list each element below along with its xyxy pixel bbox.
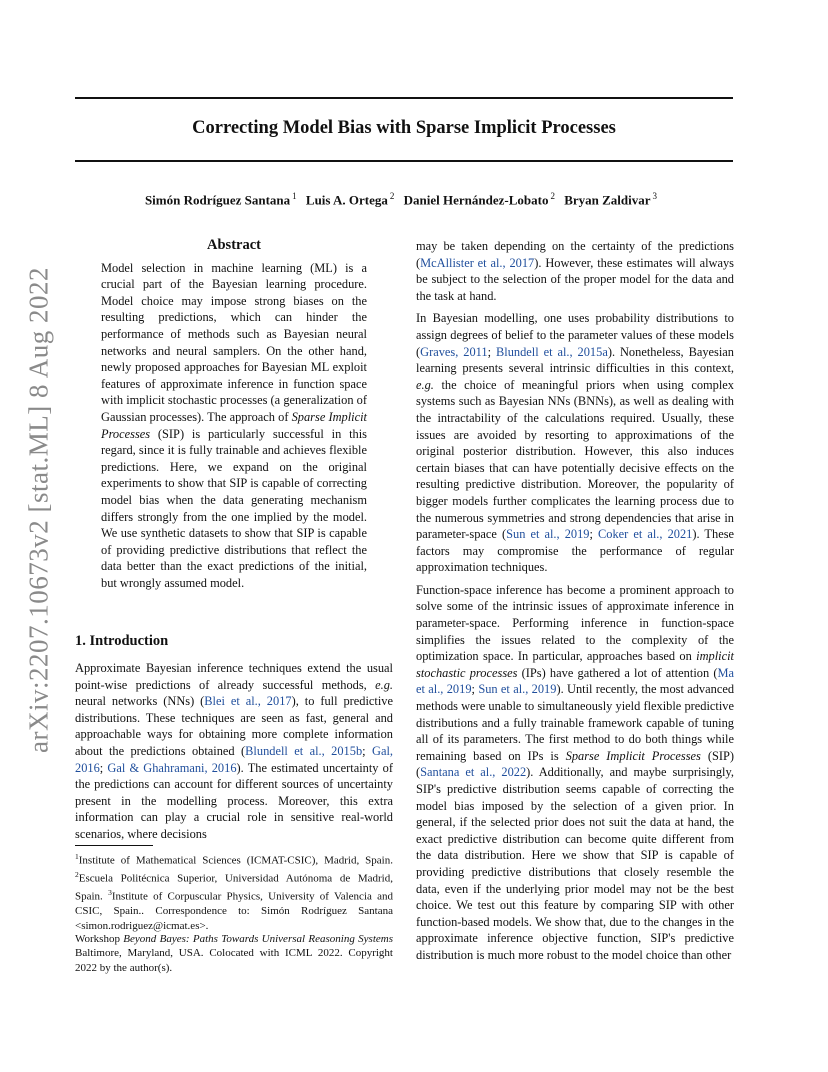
citation-link[interactable]: Gal, 2016: [75, 743, 394, 775]
citation-link[interactable]: Sun et al., 2019: [506, 527, 590, 542]
footnote-rule: [75, 845, 153, 846]
body-text-span: ). Until recently, the most advanced methods were unable to simultaneously yield flexible predictive distributions and a fully trainable framework capable of tuning all of its parameters. The first method to do both things while remaining based on IPs is: [416, 682, 735, 763]
citation-link[interactable]: Blundell et al., 2015b: [245, 743, 363, 758]
author-affiliation: 2: [550, 191, 555, 201]
body-text-span: may be taken depending on the certainty of the predictions (: [416, 239, 734, 270]
arxiv-id: arXiv:2207.10673v2 [stat.ML] 8 Aug 2022: [23, 267, 54, 753]
affiliations-footnote: [75, 850, 393, 933]
author-name: Bryan Zaldivar: [564, 192, 651, 208]
body-paragraph: [416, 310, 734, 576]
citation-link[interactable]: Blundell et al., 2015a: [495, 344, 608, 359]
intro-paragraph: [75, 660, 393, 843]
arxiv-sidebar-stamp: [19, 267, 59, 753]
intro-text-span: neural networks (NNs) (: [75, 694, 205, 709]
body-text-span: ). Additionally, and maybe surprisingly, SIP's predictive distribution seems capable of correcting the model bias imposed by the selection of a given prior. In general, if the selected prior does not suit the data at hand, the exact predictive distribution can become quite different from the data distribution. Here we show that SIP is capable of providing predictive distributions that closely resemble the data, even if the underlying prior model may not be the best choice. We test out this feature by comparing SIP with other function-based models. We show that, due to the changes in the approximate inference objective function, SIP's predictive distribution is much more robust to the model choice than other: [416, 765, 734, 962]
citation-link[interactable]: Ma et al., 2019: [416, 665, 734, 697]
footnote-marker: 2: [75, 870, 79, 880]
paper-title: Correcting Model Bias with Sparse Implicit Processes: [192, 118, 616, 138]
footnote-text: Institute of Mathematical Sciences (ICMAT-CSIC), Madrid, Spain.: [78, 854, 393, 867]
citation-link[interactable]: Blei et al., 2017: [204, 694, 292, 709]
footnote-text: Institute of Corpuscular Physics, University of Valencia and CSIC, Spain.. Correspondence to: Simón Rodríguez Santana <simon.rodriguez@icmat.es>.: [75, 890, 394, 932]
workshop-name: Beyond Bayes: Paths Towards Universal Reasoning Systems: [123, 933, 393, 945]
body-emphasis: implicit stochastic processes: [416, 649, 734, 680]
author-list: [75, 191, 733, 208]
abstract-section: [101, 237, 367, 591]
abstract-text-span: Model selection in machine learning (ML) is a crucial part of the Bayesian learning procedure. Model choice may impose strong biases on the resulting predictions, which can hinder the performance of methods such as Bayesian neural networks and neural samplers. On the other hand, newly proposed approaches for Bayesian ML exploit features of approximate inference in function space with implicit stochastic processes (a generalization of Gaussian processes). The approach of: [101, 260, 367, 424]
citation-link[interactable]: Santana et al., 2022: [420, 765, 527, 780]
body-text-span: In Bayesian modelling, one uses probability distributions to assign degrees of belief to the parameter values of these models (: [416, 311, 734, 359]
intro-text-span: ;: [99, 760, 108, 775]
abstract-emphasis: Sparse Implicit Processes: [101, 409, 367, 441]
author-name: Simón Rodríguez Santana: [144, 192, 291, 208]
intro-text-span: Approximate Bayesian inference techniques extend the usual point-wise predictions of already successful methods,: [75, 661, 393, 692]
body-text-span: (IPs) have gathered a lot of attention (: [517, 665, 718, 680]
footnote-marker: 1: [75, 852, 79, 861]
abstract-text: [101, 260, 367, 592]
title-rule-top: [75, 97, 733, 99]
body-text-span: Function-space inference has become a prominent approach to solve some of the intrinsic issues of approximate inference in parameter-space. Performing inference in function-space simplifies the issues related to the complexity of the optimization space. In particular, approaches based on: [416, 582, 734, 664]
body-text-span: ;: [487, 344, 496, 359]
introduction-column: [75, 660, 393, 843]
workshop-text: Workshop: [75, 933, 124, 945]
author-name: Luis A. Ortega: [305, 192, 388, 208]
right-column: [416, 238, 734, 970]
author-affiliation: 3: [652, 191, 658, 201]
body-text-span: the choice of meaningful priors when using complex systems such as Bayesian NNs (BNNs), as well as dealing with the intractability of the calculations required. Usually, these issues are avoided by resorting to approximations of the original posterior distribution. However, this also induces certain biases that can have potentially decisive effects on the resulting predictive distribution. Moreover, the popularity of bigger models further complicates the learning process due to the numerous symmetries and strong dependencies that arise in parameter-space (: [416, 377, 734, 542]
body-emphasis: e.g.: [416, 377, 434, 392]
footnote-text: Escuela Politécnica Superior, Universidad Autónoma de Madrid, Spain.: [75, 872, 393, 903]
citation-link[interactable]: Gal & Ghahramani, 2016: [107, 760, 237, 775]
citation-link[interactable]: Coker et al., 2021: [598, 527, 693, 542]
workshop-text: Baltimore, Maryland, USA. Colocated with ICML 2022. Copyright 2022 by the author(s).: [75, 947, 393, 974]
body-text-span: ). However, these estimates will always be subject to the selection of the proper model for the data and the task at hand.: [416, 255, 734, 303]
author-affiliation: 1: [292, 191, 297, 201]
abstract-text-span: (SIP) is particularly successful in this regard, since it is fully trainable and achieves flexible predictions. Here, we expand on the original experiments to show that SIP is capable of correcting model bias when the data generating mechanism differs strongly from the one implied by the model. We use synthetic datasets to show that SIP is capable of providing predictive distributions that reflect the data better than the exact predictions of the initial, but wrongly assumed model.: [101, 426, 367, 590]
author-name: Daniel Hernández-Lobato: [403, 192, 549, 208]
body-text-span: ;: [589, 527, 598, 542]
body-text-span: ). These factors may compromise the performance of regular approximation techniques.: [416, 527, 735, 575]
body-paragraph: [416, 582, 734, 964]
body-text-span: (SIP) (: [416, 748, 734, 780]
citation-link[interactable]: Graves, 2011: [420, 344, 488, 359]
body-text-span: ;: [471, 682, 479, 697]
workshop-note: [75, 932, 393, 975]
abstract-heading: Abstract: [207, 237, 261, 253]
body-paragraph: [416, 238, 734, 304]
footnote-marker: 3: [108, 888, 112, 898]
body-emphasis: Sparse Implicit Processes: [565, 748, 701, 763]
intro-text-span: ). The estimated uncertainty of the predictions can account for different sources of uncertainty present in the modelling process. Moreover, this extra information can play a crucial role in sensitive real-world scenarios, where decisions: [75, 760, 393, 841]
citation-link[interactable]: McAllister et al., 2017: [420, 255, 535, 270]
title-rule-bottom: [75, 160, 733, 162]
intro-text-span: ), to full predictive distributions. These techniques are seen as fast, general and approachable ways for obtaining more complete information about the predictions obtained (: [75, 694, 393, 758]
intro-emphasis: e.g.: [375, 677, 393, 692]
body-text-span: ). Nonetheless, Bayesian learning presents several intrinsic difficulties in this context,: [416, 344, 734, 376]
author-affiliation: 2: [389, 191, 395, 201]
citation-link[interactable]: Sun et al., 2019: [478, 682, 557, 697]
section-heading-introduction: 1. Introduction: [75, 633, 169, 649]
intro-text-span: ;: [362, 743, 373, 758]
